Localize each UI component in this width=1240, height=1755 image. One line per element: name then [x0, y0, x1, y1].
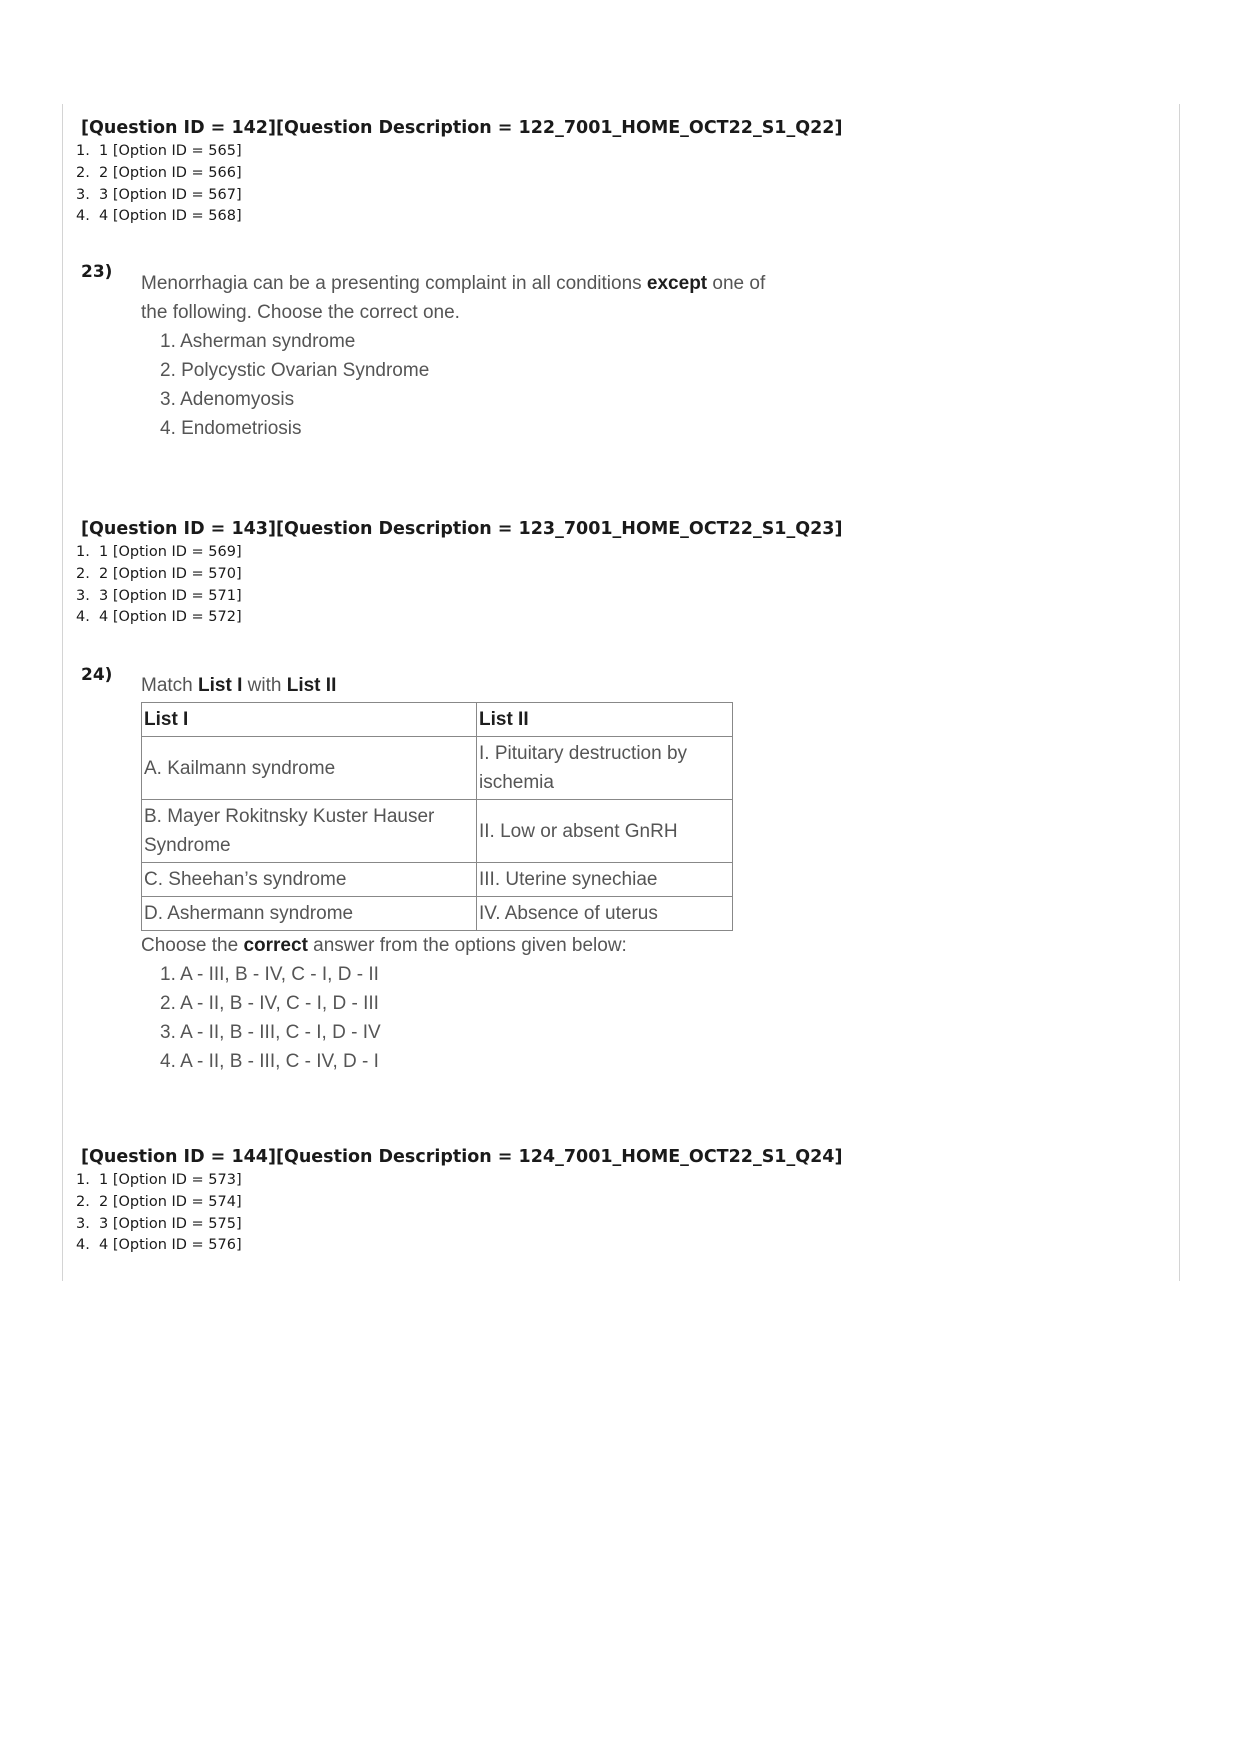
answer-choice: 4. Endometriosis — [160, 418, 302, 439]
option-list — [76, 1170, 242, 1257]
table-cell: D. Ashermann syndrome — [142, 897, 477, 931]
option-item — [76, 607, 242, 629]
option-text: 4 [Option ID = 572] — [99, 609, 242, 626]
option-number: 4. — [76, 1237, 90, 1254]
option-number: 1. — [76, 1172, 90, 1188]
option-number: 1. — [76, 544, 90, 560]
option-item — [76, 1192, 242, 1214]
answer-choice: 4. A - II, B - III, C - IV, D - I — [160, 1051, 379, 1072]
table-row — [142, 863, 733, 897]
option-item — [76, 542, 242, 564]
option-list — [76, 542, 242, 629]
question-id-header: [Question ID = 144][Question Description = 124_7001_HOME_OCT22_S1_Q24] — [81, 1147, 843, 1167]
question-24-body — [141, 671, 733, 1076]
option-item — [76, 1214, 242, 1236]
option-list — [76, 141, 242, 228]
option-number: 1. — [76, 143, 90, 159]
option-text: 2 [Option ID = 570] — [99, 565, 242, 582]
answer-choice: 1. A - III, B - IV, C - I, D - II — [160, 964, 379, 985]
option-item — [76, 1170, 242, 1192]
option-text: 4 [Option ID = 576] — [99, 1237, 242, 1254]
option-text: 1 [Option ID = 565] — [99, 143, 242, 159]
intro-emphasis: List II — [286, 675, 337, 696]
answer-choices — [141, 327, 765, 443]
table-row — [142, 897, 733, 931]
stem-text: one of — [707, 273, 766, 294]
option-number: 3. — [76, 587, 90, 604]
choose-instruction — [141, 931, 733, 960]
option-text: 2 [Option ID = 574] — [99, 1193, 242, 1210]
option-text: 3 [Option ID = 571] — [99, 587, 242, 604]
option-text: 3 [Option ID = 567] — [99, 186, 242, 203]
answer-choice: 1. Asherman syndrome — [160, 331, 356, 352]
instruction-text: answer from the options given below: — [307, 935, 627, 956]
question-23-body — [141, 269, 765, 443]
question-stem-line2: the following. Choose the correct one. — [141, 302, 460, 323]
intro-emphasis: List I — [198, 675, 243, 696]
instruction-text: Choose the — [141, 935, 244, 956]
table-header-row — [142, 703, 733, 737]
answer-choices — [141, 960, 733, 1076]
question-id-header: [Question ID = 142][Question Description = 122_7001_HOME_OCT22_S1_Q22] — [81, 118, 843, 138]
option-number: 2. — [76, 164, 90, 181]
table-cell: I. Pituitary destruction by ischemia — [477, 737, 733, 800]
intro-text: with — [242, 675, 287, 696]
match-intro — [141, 671, 733, 700]
table-cell: IV. Absence of uterus — [477, 897, 733, 931]
column-header: List I — [142, 703, 477, 737]
option-item — [76, 564, 242, 586]
answer-choice: 3. A - II, B - III, C - I, D - IV — [160, 1022, 381, 1043]
option-text: 4 [Option ID = 568] — [99, 208, 242, 225]
table-cell: A. Kailmann syndrome — [142, 737, 477, 800]
option-number: 2. — [76, 565, 90, 582]
option-number: 4. — [76, 609, 90, 626]
option-number: 3. — [76, 186, 90, 203]
match-table — [141, 702, 733, 931]
option-text: 2 [Option ID = 566] — [99, 164, 242, 181]
option-item — [76, 1235, 242, 1257]
table-cell: B. Mayer Rokitnsky Kuster Hauser Syndrome — [142, 800, 477, 863]
instruction-emphasis: correct — [243, 935, 308, 956]
answer-choice: 2. A - II, B - IV, C - I, D - III — [160, 993, 379, 1014]
table-row — [142, 800, 733, 863]
option-item — [76, 141, 242, 163]
table-cell: C. Sheehan’s syndrome — [142, 863, 477, 897]
option-item — [76, 163, 242, 185]
stem-emphasis: except — [646, 273, 708, 294]
question-id-header: [Question ID = 143][Question Description = 123_7001_HOME_OCT22_S1_Q23] — [81, 519, 843, 539]
stem-text: Menorrhagia can be a presenting complaint in all conditions — [141, 273, 647, 294]
option-item — [76, 185, 242, 207]
option-number: 3. — [76, 1215, 90, 1232]
table-cell: II. Low or absent GnRH — [477, 800, 733, 863]
answer-choice: 2. Polycystic Ovarian Syndrome — [160, 360, 430, 381]
answer-choice: 3. Adenomyosis — [160, 389, 295, 410]
option-text: 3 [Option ID = 575] — [99, 1215, 242, 1232]
question-number: 24) — [81, 665, 113, 685]
question-stem — [141, 269, 765, 298]
table-row — [142, 737, 733, 800]
option-text: 1 [Option ID = 569] — [99, 544, 242, 560]
option-text: 1 [Option ID = 573] — [99, 1172, 242, 1188]
column-header: List II — [477, 703, 733, 737]
option-number: 2. — [76, 1193, 90, 1210]
option-item — [76, 586, 242, 608]
option-number: 4. — [76, 208, 90, 225]
option-item — [76, 206, 242, 228]
intro-text: Match — [141, 675, 199, 696]
question-number: 23) — [81, 262, 113, 282]
table-cell: III. Uterine synechiae — [477, 863, 733, 897]
